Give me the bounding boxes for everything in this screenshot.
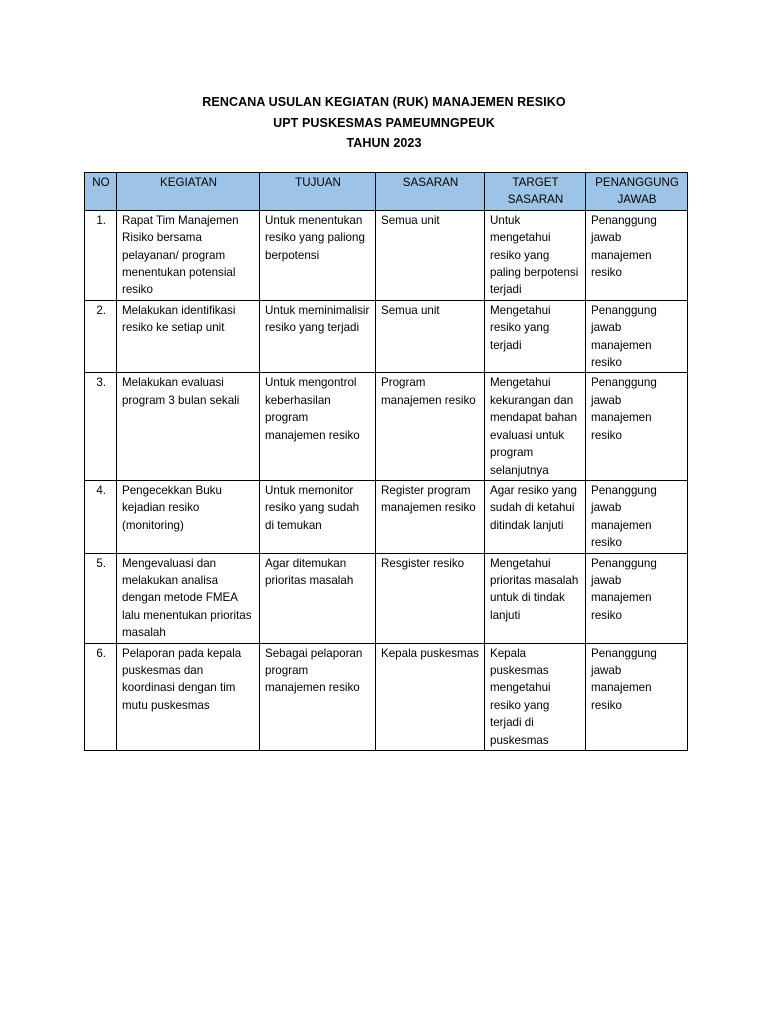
header-target-sasaran: TARGET SASARAN (485, 173, 586, 211)
cell-sasaran: Semua unit (376, 210, 485, 300)
cell-tujuan: Untuk memonitor resiko yang sudah di temukan (260, 480, 376, 553)
cell-target: Mengetahui resiko yang terjadi (485, 300, 586, 373)
cell-sasaran: Program manajemen resiko (376, 373, 485, 480)
table-row (85, 210, 688, 300)
cell-no: 1. (85, 210, 117, 300)
cell-no: 3. (85, 373, 117, 480)
cell-target: Untuk mengetahui resiko yang paling berpotensi terjadi (485, 210, 586, 300)
cell-no: 6. (85, 643, 117, 750)
cell-kegiatan: Melakukan identifikasi resiko ke setiap unit (117, 300, 260, 373)
cell-no: 2. (85, 300, 117, 373)
cell-kegiatan: Melakukan evaluasi program 3 bulan sekali (117, 373, 260, 480)
title-line-2: UPT PUSKESMAS PAMEUMNGPEUK (273, 115, 495, 130)
cell-sasaran: Register program manajemen resiko (376, 480, 485, 553)
cell-kegiatan: Pengecekkan Buku kejadian resiko (monitoring) (117, 480, 260, 553)
cell-penanggung-jawab: Penanggung jawab manajemen resiko (586, 553, 688, 643)
cell-target: Kepala puskesmas mengetahui resiko yang terjadi di puskesmas (485, 643, 586, 750)
cell-tujuan: Untuk menentukan resiko yang paliong berpotensi (260, 210, 376, 300)
header-tujuan: TUJUAN (260, 173, 376, 211)
header-penanggung-jawab: PENANGGUNG JAWAB (586, 173, 688, 211)
table-header-row (85, 173, 688, 211)
cell-target: Agar resiko yang sudah di ketahui ditindak lanjuti (485, 480, 586, 553)
cell-tujuan: Agar ditemukan prioritas masalah (260, 553, 376, 643)
cell-penanggung-jawab: Penanggung jawab manajemen resiko (586, 480, 688, 553)
title-line-1: RENCANA USULAN KEGIATAN (RUK) MANAJEMEN RESIKO (202, 95, 566, 109)
table-row (85, 553, 688, 643)
document-title (0, 92, 768, 154)
cell-target: Mengetahui kekurangan dan mendapat bahan evaluasi untuk program selanjutnya (485, 373, 586, 480)
ruk-table (84, 172, 688, 751)
cell-penanggung-jawab: Penanggung jawab manajemen resiko (586, 210, 688, 300)
cell-target: Mengetahui prioritas masalah untuk di tindak lanjuti (485, 553, 586, 643)
cell-kegiatan: Pelaporan pada kepala puskesmas dan koordinasi dengan tim mutu puskesmas (117, 643, 260, 750)
cell-no: 4. (85, 480, 117, 553)
title-line-3: TAHUN 2023 (346, 136, 422, 150)
cell-penanggung-jawab: Penanggung jawab manajemen resiko (586, 643, 688, 750)
cell-tujuan: Untuk mengontrol keberhasilan program manajemen resiko (260, 373, 376, 480)
cell-kegiatan: Mengevaluasi dan melakukan analisa dengan metode FMEA lalu menentukan prioritas masalah (117, 553, 260, 643)
cell-penanggung-jawab: Penanggung jawab manajemen resiko (586, 373, 688, 480)
cell-penanggung-jawab: Penanggung jawab manajemen resiko (586, 300, 688, 373)
header-kegiatan: KEGIATAN (117, 173, 260, 211)
cell-tujuan: Sebagai pelaporan program manajemen resiko (260, 643, 376, 750)
header-sasaran: SASARAN (376, 173, 485, 211)
table-row (85, 300, 688, 373)
cell-tujuan: Untuk meminimalisir resiko yang terjadi (260, 300, 376, 373)
cell-no: 5. (85, 553, 117, 643)
cell-sasaran: Kepala puskesmas (376, 643, 485, 750)
table-row (85, 480, 688, 553)
header-no: NO (85, 173, 117, 211)
table-row (85, 643, 688, 750)
cell-sasaran: Semua unit (376, 300, 485, 373)
cell-kegiatan: Rapat Tim Manajemen Risiko bersama pelayanan/ program menentukan potensial resiko (117, 210, 260, 300)
table-row (85, 373, 688, 480)
cell-sasaran: Resgister resiko (376, 553, 485, 643)
